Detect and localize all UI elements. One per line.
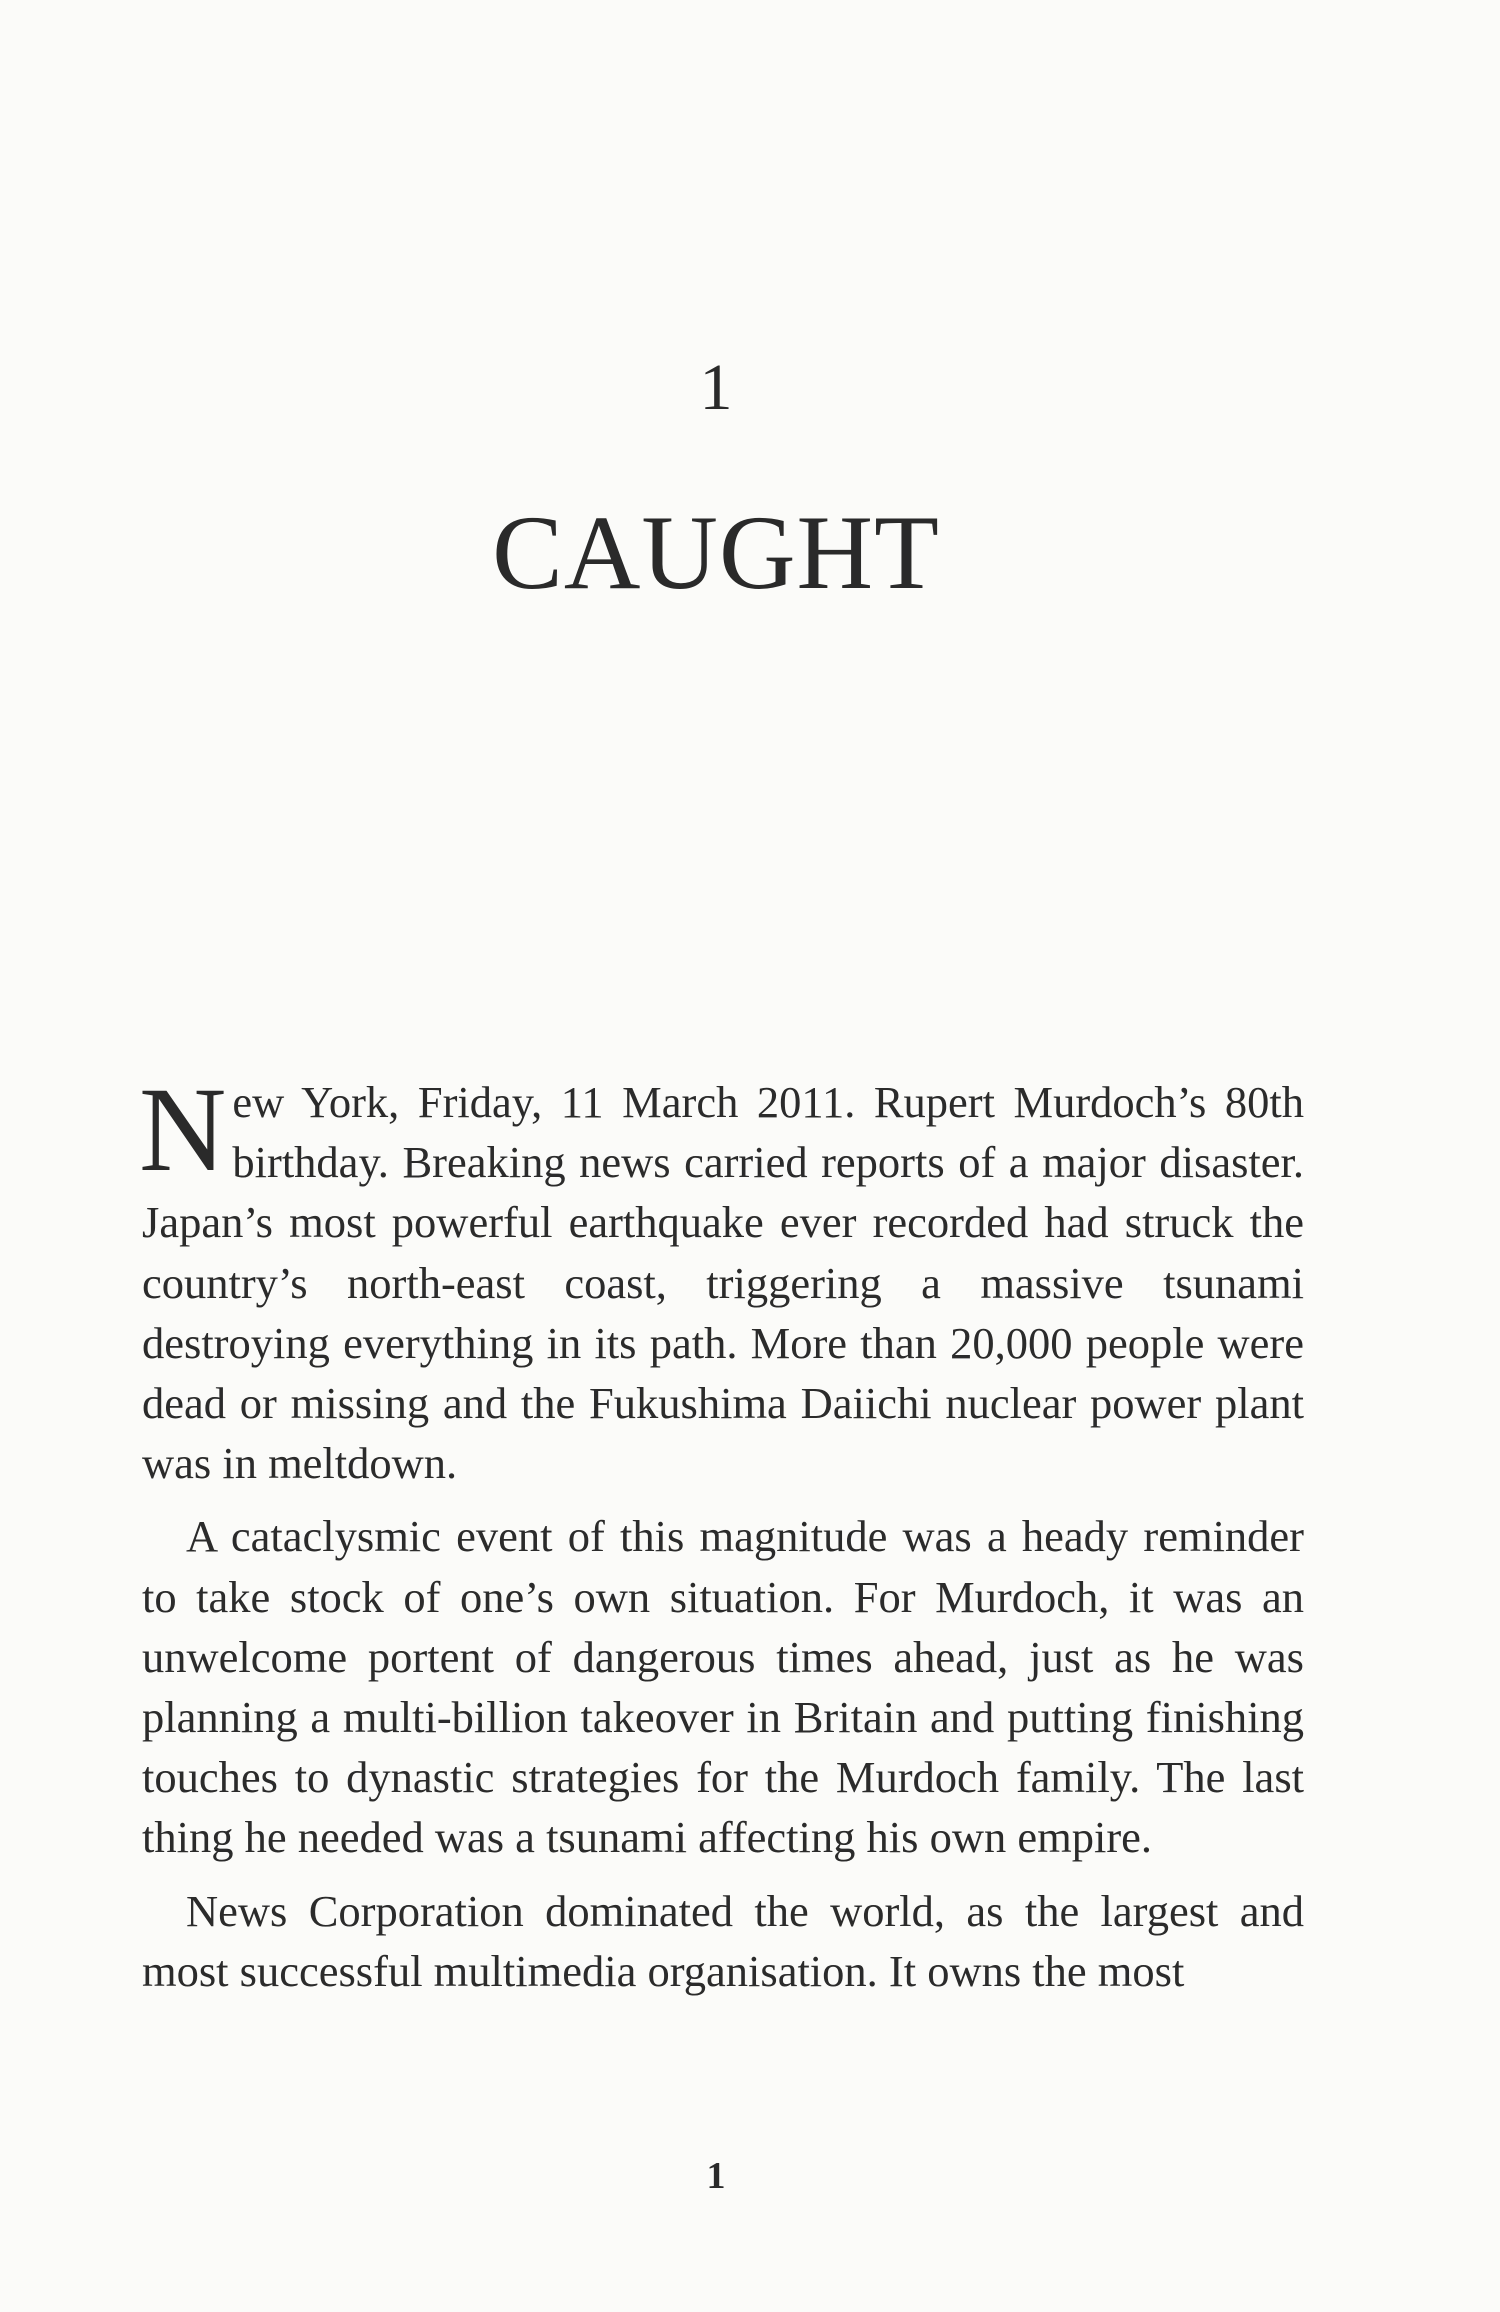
paragraph-2: A cataclysmic event of this magnitude was a heady reminder to take stock of one’s own situation. For Murdoch, it was an unwelcome portent of dangerous times ahead, just as he was planning a multi-billion takeover in Britain and putting finishing touches to dynastic strategies for the Murdoch family. The last thing he needed was a tsunami affecting his own empire.: [142, 1511, 1304, 1863]
drop-cap: N: [139, 1063, 227, 1197]
paragraph-1: [139, 1063, 1304, 1493]
chapter-number: 1: [699, 351, 733, 424]
chapter-body: [139, 1063, 1304, 2001]
page-number: 1: [706, 2155, 726, 2197]
chapter-title: CAUGHT: [492, 494, 940, 611]
paragraph-3: News Corporation dominated the world, as the largest and most successful multimedia organisation. It owns the most: [142, 1885, 1304, 1996]
paragraph-1-text: ew York, Friday, 11 March 2011. Rupert Murdoch’s 80th birthday. Breaking news carried reports of a major disaster. Japan’s most powerful earthquake ever recorded had struck the country’s north-east coast, triggering a massive tsunami destroying everything in its path. More than 20,000 people were dead or missing and the Fukushima Daiichi nuclear power plant was in meltdown.: [142, 1077, 1304, 1489]
